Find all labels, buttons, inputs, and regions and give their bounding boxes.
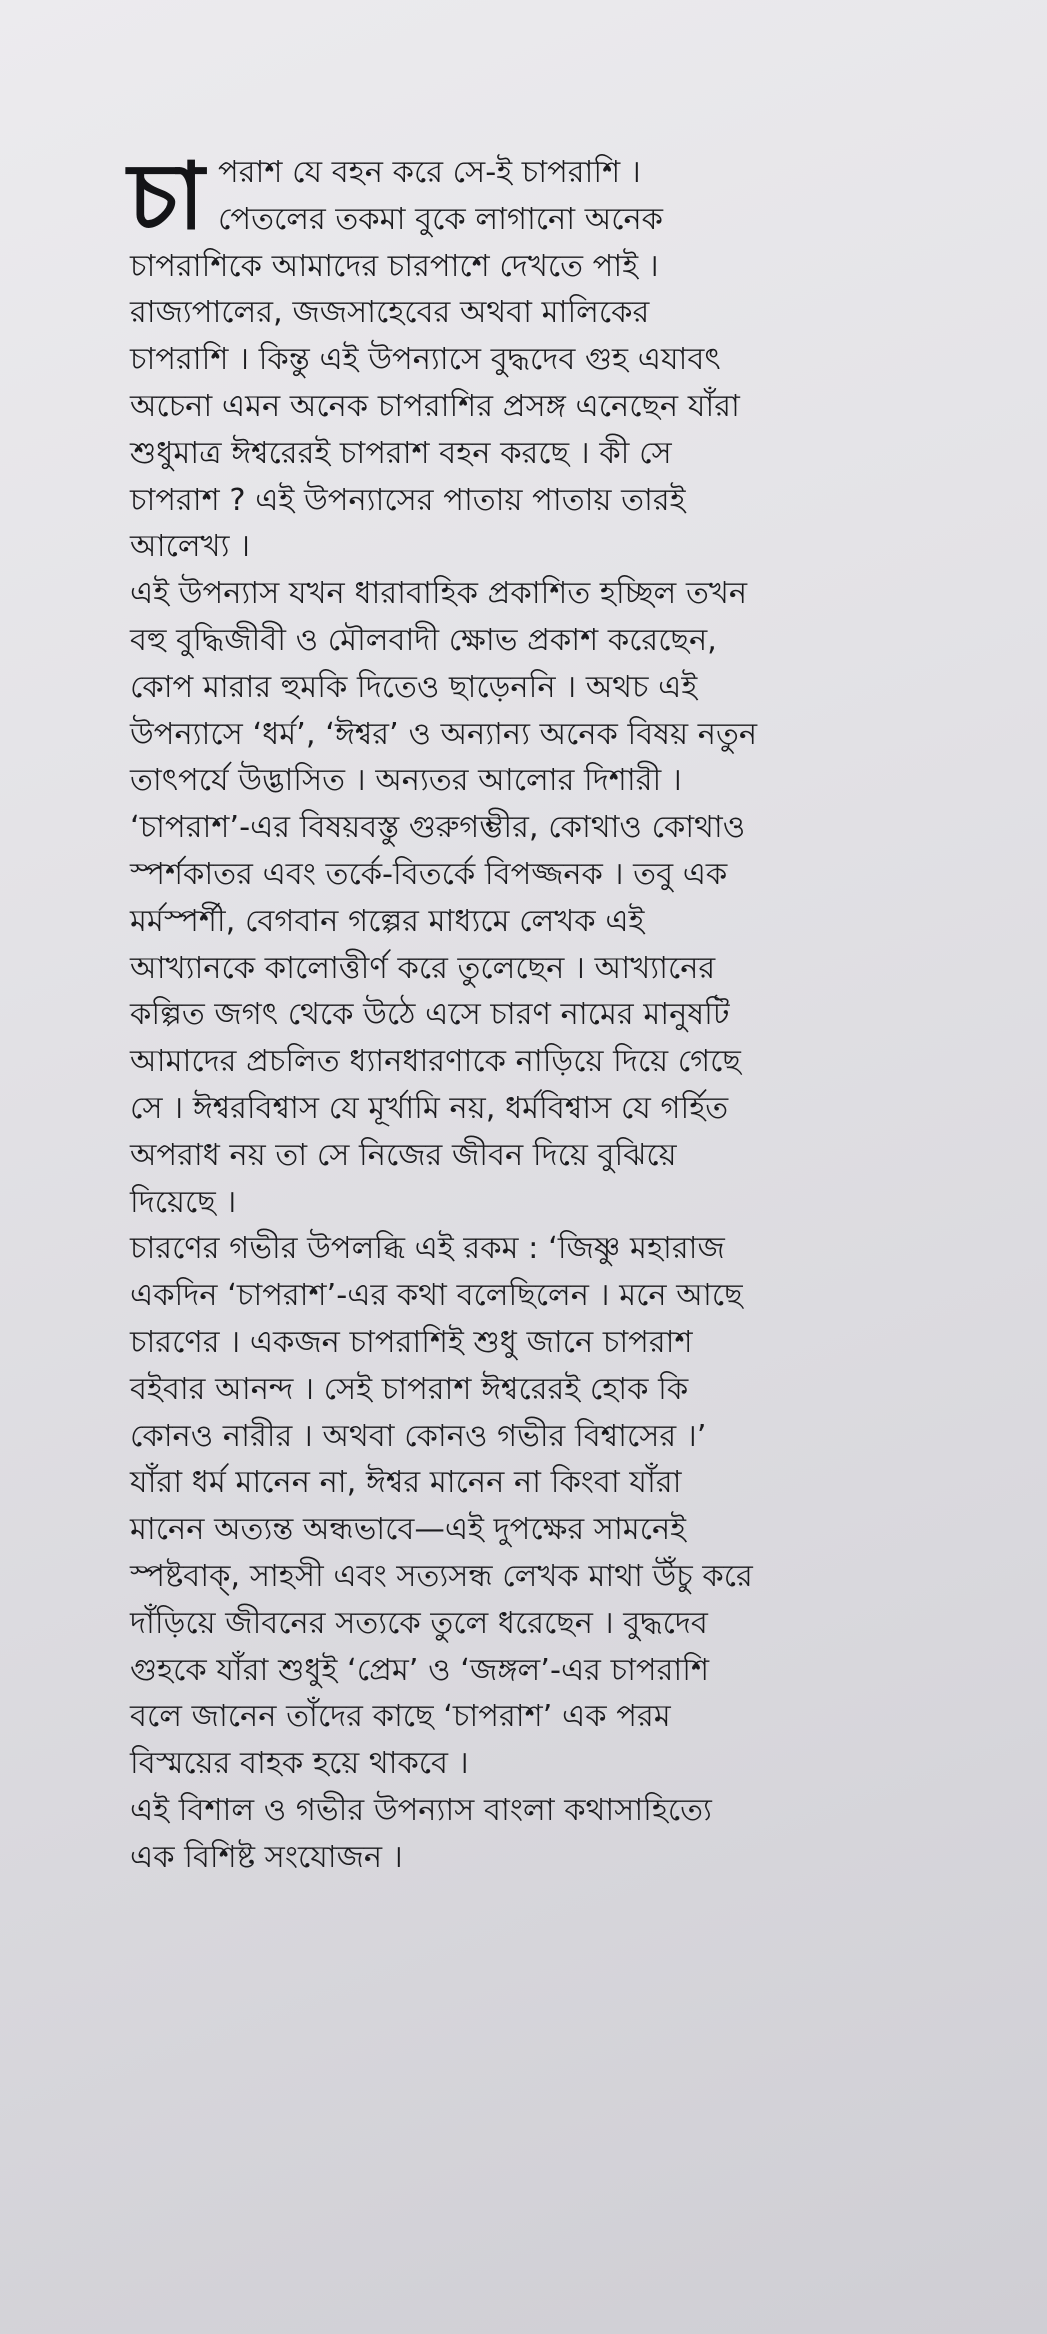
drop-cap-letter: চা	[128, 143, 205, 250]
text-line: চারণের । একজন চাপরাশিই শুধু জানে চাপরাশ	[130, 1324, 693, 1360]
blurb-text	[128, 143, 910, 1881]
text-line: বলে জানেন তাঁদের কাছে ‘চাপরাশ’ এক পরম	[130, 1699, 671, 1735]
paragraph-2	[130, 571, 910, 1226]
text-line: চাপরাশিকে আমাদের চারপাশে দেখতে পাই ।	[130, 248, 659, 284]
text-line: একদিন ‘চাপরাশ’-এর কথা বলেছিলেন । মনে আছে	[130, 1278, 743, 1314]
text-line: উপন্যাসে ‘ধর্ম’, ‘ঈশ্বর’ ও অন্যান্য অনেক বিষয় নতুন	[130, 716, 758, 752]
text-line: পেতলের তকমা বুকে লাগানো অনেক	[218, 201, 663, 237]
paragraph-1	[128, 143, 910, 571]
text-line: বিস্ময়ের বাহক হয়ে থাকবে ।	[130, 1746, 469, 1782]
text-line: কোনও নারীর । অথবা কোনও গভীর বিশ্বাসের ।’	[130, 1418, 707, 1454]
dropcap-lines	[218, 150, 663, 244]
text-line: এক বিশিষ্ট সংযোজন ।	[130, 1839, 403, 1875]
text-line: চাপরাশ ? এই উপন্যাসের পাতায় পাতায় তারই	[130, 482, 686, 518]
text-line: যাঁরা ধর্ম মানেন না, ঈশ্বর মানেন না কিংবা যাঁরা	[130, 1465, 682, 1501]
text-line: কল্পিত জগৎ থেকে উঠে এসে চারণ নামের মানুষটি	[130, 997, 730, 1033]
text-line: দিয়েছে ।	[130, 1184, 237, 1220]
text-line: চাপরাশি । কিন্তু এই উপন্যাসে বুদ্ধদেব গুহ এযাবৎ	[130, 342, 721, 378]
text-line: স্পর্শকাতর এবং তর্কে-বিতর্কে বিপজ্জনক । তবু এক	[130, 856, 728, 892]
text-line: মানেন অত্যন্ত অন্ধভাবে—এই দুপক্ষের সামনেই	[130, 1512, 687, 1548]
dropcap-block	[128, 143, 910, 250]
text-line: এই বিশাল ও গভীর উপন্যাস বাংলা কথাসাহিত্যে	[130, 1792, 712, 1828]
text-line: বহু বুদ্ধিজীবী ও মৌলবাদী ক্ষোভ প্রকাশ করেছেন,	[130, 622, 717, 658]
text-line: চারণের গভীর উপলব্ধি এই রকম : ‘জিষ্ণু মহারাজ	[130, 1231, 725, 1267]
text-line: এই উপন্যাস যখন ধারাবাহিক প্রকাশিত হচ্ছিল তখন	[130, 576, 748, 612]
text-line: আমাদের প্রচলিত ধ্যানধারণাকে নাড়িয়ে দিয়ে গেছে	[130, 1044, 741, 1080]
text-line: অচেনা এমন অনেক চাপরাশির প্রসঙ্গ এনেছেন যাঁরা	[130, 388, 740, 424]
text-line: রাজ্যপালের, জজসাহেবের অথবা মালিকের	[130, 295, 650, 331]
text-line: দাঁড়িয়ে জীবনের সত্যকে তুলে ধরেছেন । বুদ্ধদেব	[130, 1605, 708, 1641]
text-line: সে । ঈশ্বরবিশ্বাস যে মূর্খামি নয়, ধর্মবিশ্বাস যে গর্হিত	[130, 1090, 729, 1126]
paragraph-4	[130, 1788, 910, 1882]
text-line: মর্মস্পর্শী, বেগবান গল্পের মাধ্যমে লেখক এই	[130, 903, 645, 939]
text-line: ‘চাপরাশ’-এর বিষয়বস্তু গুরুগম্ভীর, কোথাও কোথাও	[130, 810, 746, 846]
text-line: শুধুমাত্র ঈশ্বরেরই চাপরাশ বহন করছে । কী সে	[130, 435, 672, 471]
paragraph-3	[130, 1226, 910, 1788]
text-line: আলেখ্য ।	[130, 529, 251, 565]
text-line: অপরাধ নয় তা সে নিজের জীবন দিয়ে বুঝিয়ে	[130, 1137, 677, 1173]
text-line: কোপ মারার হুমকি দিতেও ছাড়েননি । অথচ এই	[130, 669, 698, 705]
text-line: পরাশ যে বহন করে সে-ই চাপরাশি ।	[218, 155, 641, 190]
text-line: আখ্যানকে কালোত্তীর্ণ করে তুলেছেন । আখ্যানের	[130, 950, 716, 986]
text-line: তাৎপর্যে উদ্ভাসিত । অন্যতর আলোর দিশারী ।	[130, 763, 682, 799]
text-line: স্পষ্টবাক্, সাহসী এবং সত্যসন্ধ লেখক মাথা উঁচু করে	[130, 1558, 753, 1594]
text-line: বইবার আনন্দ । সেই চাপরাশ ঈশ্বরেরই হোক কি	[130, 1371, 689, 1407]
text-line: গুহকে যাঁরা শুধুই ‘প্রেম’ ও ‘জঙ্গল’-এর চাপরাশি	[130, 1652, 710, 1688]
